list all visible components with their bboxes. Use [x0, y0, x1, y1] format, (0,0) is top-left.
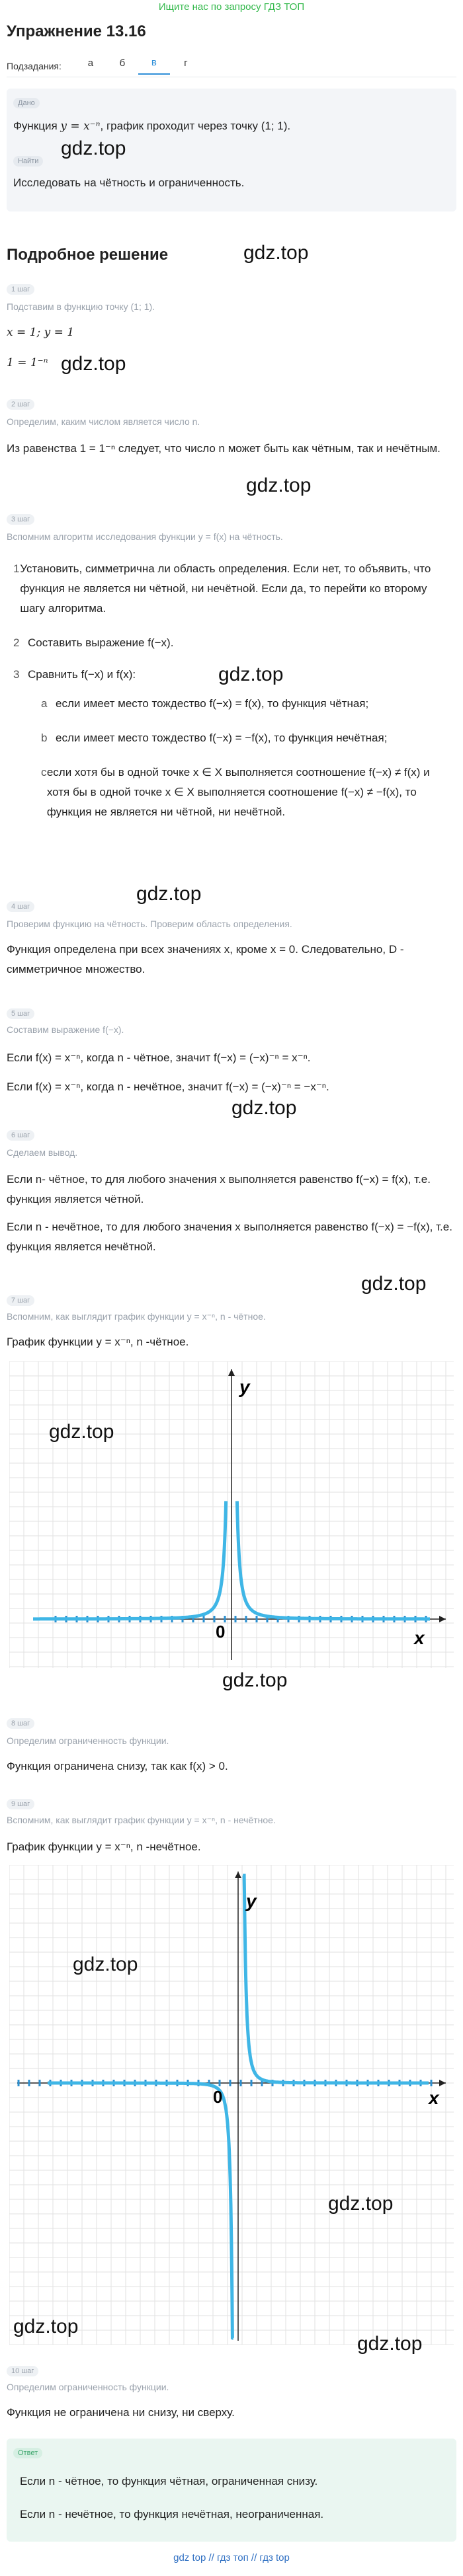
y-label: y [239, 1377, 250, 1397]
step-formula: 1 = 1⁻ⁿ [7, 356, 48, 369]
step-hint: Вспомним, как выглядит график функции y = x⁻ⁿ, n - нечётное. [7, 1815, 276, 1825]
step-text: Функция определена при всех значениях x, кроме x = 0. Следовательно, D - симметричное множество. [7, 943, 404, 975]
step-tag: 9 шаг [7, 1799, 34, 1809]
step-text: Если n - нечётное, то для любого значения x выполняется равенство f(−x) = −f(x), т.е. функция является нечётной. [7, 1221, 452, 1253]
tab-v[interactable]: в [138, 57, 170, 75]
step-hint: Проверим функцию на чётность. Проверим область определения. [7, 919, 292, 929]
curve-odd-right [243, 1875, 429, 2083]
subtask-label: Подзадания: [7, 60, 62, 71]
x-axis-arrow [439, 2080, 446, 2086]
answer-tag: Ответ [13, 2448, 42, 2458]
tab-a[interactable]: а [87, 57, 94, 69]
given-text [13, 116, 290, 136]
y-axis-arrow [235, 1872, 241, 1878]
watermark: gdz.top [13, 2316, 79, 2337]
watermark: gdz.top [136, 883, 202, 905]
watermark: gdz.top [361, 1273, 427, 1295]
origin-label: 0 [213, 2087, 223, 2107]
step-tag: 8 шаг [7, 1718, 34, 1729]
given-card [7, 89, 456, 211]
y-axis-arrow [228, 1369, 235, 1376]
step-tag: 5 шаг [7, 1008, 34, 1019]
step-formula: x = 1; y = 1 [7, 326, 75, 339]
watermark: gdz.top [232, 1097, 297, 1119]
watermark: gdz.top [61, 353, 126, 375]
promo-banner[interactable]: Ищите нас по запросу ГДЗ ТОП [158, 1, 305, 13]
step-hint: Вспомним алгоритм исследования функции y = f(x) на чётность. [7, 531, 283, 542]
step-text: Если n- чётное, то для любого значения x выполняется равенство f(−x) = f(x), т.е. функция является чётной. [7, 1173, 431, 1205]
answer-line: Если n - чётное, то функция чётная, ограниченная снизу. [20, 2475, 318, 2487]
step-hint: Определим ограниченность функции. [7, 2382, 169, 2392]
list-item-text: Установить, симметрична ли область определения. Если нет, то объявить, что функция не является ни чётной, ни нечётной. Если да, то перейти ко второму шагу алгоритма. [20, 562, 431, 615]
step-text: Функция ограничена снизу, так как f(x) > 0. [7, 1760, 228, 1772]
step-tag: 2 шаг [7, 399, 34, 410]
answer-line: Если n - нечётное, то функция нечётная, неограниченная. [20, 2508, 324, 2520]
watermark: gdz.top [328, 2193, 394, 2215]
step-tag: 7 шаг [7, 1295, 34, 1306]
step-text: Из равенства 1 = 1⁻ⁿ следует, что число n может быть как чётным, так и нечётным. [7, 442, 441, 455]
y-label: y [246, 1891, 257, 1911]
sub-letter: b [41, 732, 48, 744]
x-label: x [429, 2088, 439, 2108]
list-item-text: Составить выражение f(−x). [28, 636, 174, 649]
step-text: Функция не ограничена ни снизу, ни сверху. [7, 2406, 235, 2419]
step-tag: 10 шаг [7, 2366, 38, 2376]
origin-label: 0 [216, 1622, 226, 1642]
step-hint: Определим ограниченность функции. [7, 1735, 169, 1746]
x-axis-arrow [439, 1616, 446, 1622]
footer-links[interactable]: gdz top // гдз топ // гдз top [173, 2552, 290, 2563]
watermark: gdz.top [61, 137, 126, 159]
step-tag: 1 шаг [7, 284, 34, 295]
given-formula: y = x⁻ⁿ [60, 120, 101, 133]
sub-item-text: если имеет место тождество f(−x) = −f(x), то функция нечётная; [56, 732, 388, 744]
sub-item [41, 728, 448, 748]
step-text: Если f(x) = x⁻ⁿ, когда n - нечётное, значит f(−x) = (−x)⁻ⁿ = −x⁻ⁿ. [7, 1080, 329, 1093]
page-title: Упражнение 13.16 [7, 22, 146, 40]
answer-card [7, 2439, 456, 2542]
find-tag: Найти [13, 156, 43, 167]
step-hint: Подставим в функцию точку (1; 1). [7, 301, 155, 312]
list-item-text: Сравнить f(−x) и f(x): [28, 668, 136, 681]
step-hint: Составим выражение f(−x). [7, 1024, 124, 1035]
watermark: gdz.top [246, 474, 312, 496]
graph-even [9, 1361, 454, 1668]
x-label: x [414, 1628, 425, 1648]
subtask-nav [7, 57, 202, 75]
list-item: 2 Составить выражение f(−x). [13, 633, 446, 653]
given-text-pre: Функция [13, 120, 61, 132]
watermark: gdz.top [357, 2333, 423, 2355]
sub-item-text: если хотя бы в одной точке x ∈ X выполняется соотношение f(−x) ≠ f(x) и хотя бы в одной точке x ∈ X выполняется соотношение f(−x) ≠ −f(x), то функция не является ни чётной, ни нечётной. [46, 766, 430, 818]
watermark: gdz.top [218, 663, 284, 685]
list-item: 1 Установить, симметрична ли область определения. Если нет, то объявить, что функция не является ни чётной, ни нечётной. Если да, то перейти ко второму шагу алгоритма. [13, 559, 446, 619]
step-tag: 4 шаг [7, 901, 34, 912]
watermark: gdz.top [243, 242, 309, 264]
list-item: 3 Сравнить f(−x) и f(x): [13, 665, 446, 685]
find-text: Исследовать на чётность и ограниченность. [13, 176, 245, 189]
graph-odd [9, 1865, 454, 2345]
tab-g[interactable]: г [184, 57, 188, 69]
step-hint: Вспомним, как выглядит график функции y = x⁻ⁿ, n - чётное. [7, 1311, 266, 1322]
sub-item-text: если имеет место тождество f(−x) = f(x), то функция чётная; [56, 697, 369, 710]
tab-b[interactable]: б [119, 57, 126, 69]
sub-letter: c [41, 766, 47, 778]
watermark: gdz.top [73, 1953, 138, 1975]
solution-title: Подробное решение [7, 246, 169, 264]
step-tag: 6 шаг [7, 1130, 34, 1141]
given-tag: Дано [13, 98, 40, 108]
step-1 [7, 282, 34, 295]
step-text: График функции y = x⁻ⁿ, n -чётное. [7, 1336, 189, 1348]
step-text: Если f(x) = x⁻ⁿ, когда n - чётное, значит f(−x) = (−x)⁻ⁿ = x⁻ⁿ. [7, 1051, 311, 1064]
watermark: gdz.top [49, 1421, 114, 1443]
given-text-post: , график проходит через точку (1; 1). [100, 120, 291, 132]
sub-item [41, 763, 448, 822]
sub-item [41, 694, 448, 714]
step-tag: 3 шаг [7, 514, 34, 525]
watermark: gdz.top [222, 1669, 288, 1691]
step-text: График функции y = x⁻ⁿ, n -нечётное. [7, 1840, 201, 1853]
step-hint: Определим, каким числом является число n. [7, 416, 200, 427]
sub-letter: a [41, 697, 48, 710]
step-hint: Сделаем вывод. [7, 1147, 78, 1158]
